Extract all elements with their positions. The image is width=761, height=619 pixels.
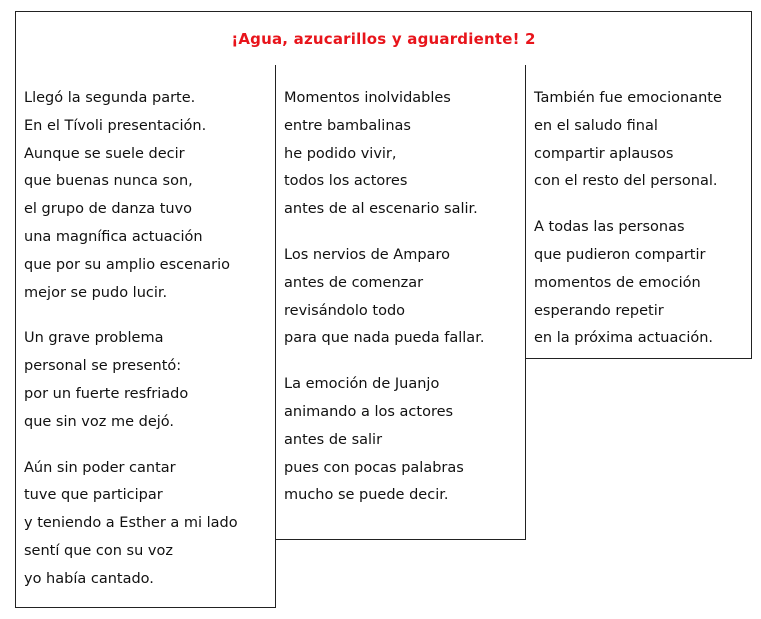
verse-line: tuve que participar [24, 487, 163, 504]
verse-line: Momentos inolvidables [284, 90, 451, 106]
verse-line: A todas las personas [534, 219, 685, 236]
stanza [534, 214, 751, 353]
verse-line: sentí que con su voz [24, 542, 173, 559]
verse-line: La emoción de Juanjo [284, 376, 440, 393]
poem-column-3 [525, 65, 752, 359]
stanza [24, 455, 275, 594]
verse-line: que pudieron compartir [534, 246, 706, 263]
poem-title: ¡Agua, azucarillos y aguardiente! 2 [231, 30, 536, 48]
verse-line: yo había cantado. [24, 570, 154, 587]
stanza [24, 85, 275, 307]
verse-line: revisándolo todo [284, 302, 406, 319]
title-box [15, 11, 752, 66]
stanza [24, 325, 275, 436]
verse-line: Aunque se suele decir [24, 145, 185, 162]
verse-line: compartir aplausos [534, 145, 674, 162]
verse-line: el grupo de danza tuvo [24, 201, 193, 218]
verse-line: en la próxima actuación. [534, 330, 714, 347]
verse-line: Aún sin poder cantar [24, 459, 176, 476]
stanza [534, 85, 751, 196]
verse-line: que sin voz me dejó. [24, 413, 175, 430]
verse-line: que buenas nunca son, [24, 173, 193, 190]
verse-line: he podido vivir, [284, 145, 397, 162]
stanza [284, 371, 525, 510]
verse-line: que por su amplio escenario [24, 256, 230, 273]
verse-line: Llegó la segunda parte. [24, 90, 196, 106]
verse-line: momentos de emoción [534, 274, 701, 291]
verse-line: antes de salir [284, 431, 383, 448]
verse-line: antes de al escenario salir. [284, 201, 478, 218]
verse-line: esperando repetir [534, 302, 664, 319]
verse-line: y teniendo a Esther a mi lado [24, 515, 238, 532]
verse-line: Un grave problema [24, 330, 164, 347]
verse-line: en el saludo final [534, 117, 658, 134]
verse-line: En el Tívoli presentación. [24, 117, 207, 134]
verse-line: todos los actores [284, 173, 408, 190]
verse-line: animando a los actores [284, 403, 454, 420]
verse-line: con el resto del personal. [534, 173, 718, 190]
stanza [284, 85, 525, 224]
verse-line: para que nada pueda fallar. [284, 330, 485, 347]
verse-line: entre bambalinas [284, 117, 411, 134]
verse-line: También fue emocionante [534, 90, 722, 106]
verse-line: pues con pocas palabras [284, 459, 464, 476]
verse-line: antes de comenzar [284, 274, 424, 291]
verse-line: mucho se puede decir. [284, 487, 449, 504]
verse-line: Los nervios de Amparo [284, 246, 450, 263]
stanza [284, 242, 525, 353]
poem-column-1 [15, 65, 276, 608]
poem-column-2 [275, 65, 526, 540]
verse-line: mejor se pudo lucir. [24, 284, 168, 301]
verse-line: personal se presentó: [24, 358, 182, 375]
verse-line: por un fuerte resfriado [24, 385, 189, 402]
verse-line: una magnífica actuación [24, 228, 203, 245]
